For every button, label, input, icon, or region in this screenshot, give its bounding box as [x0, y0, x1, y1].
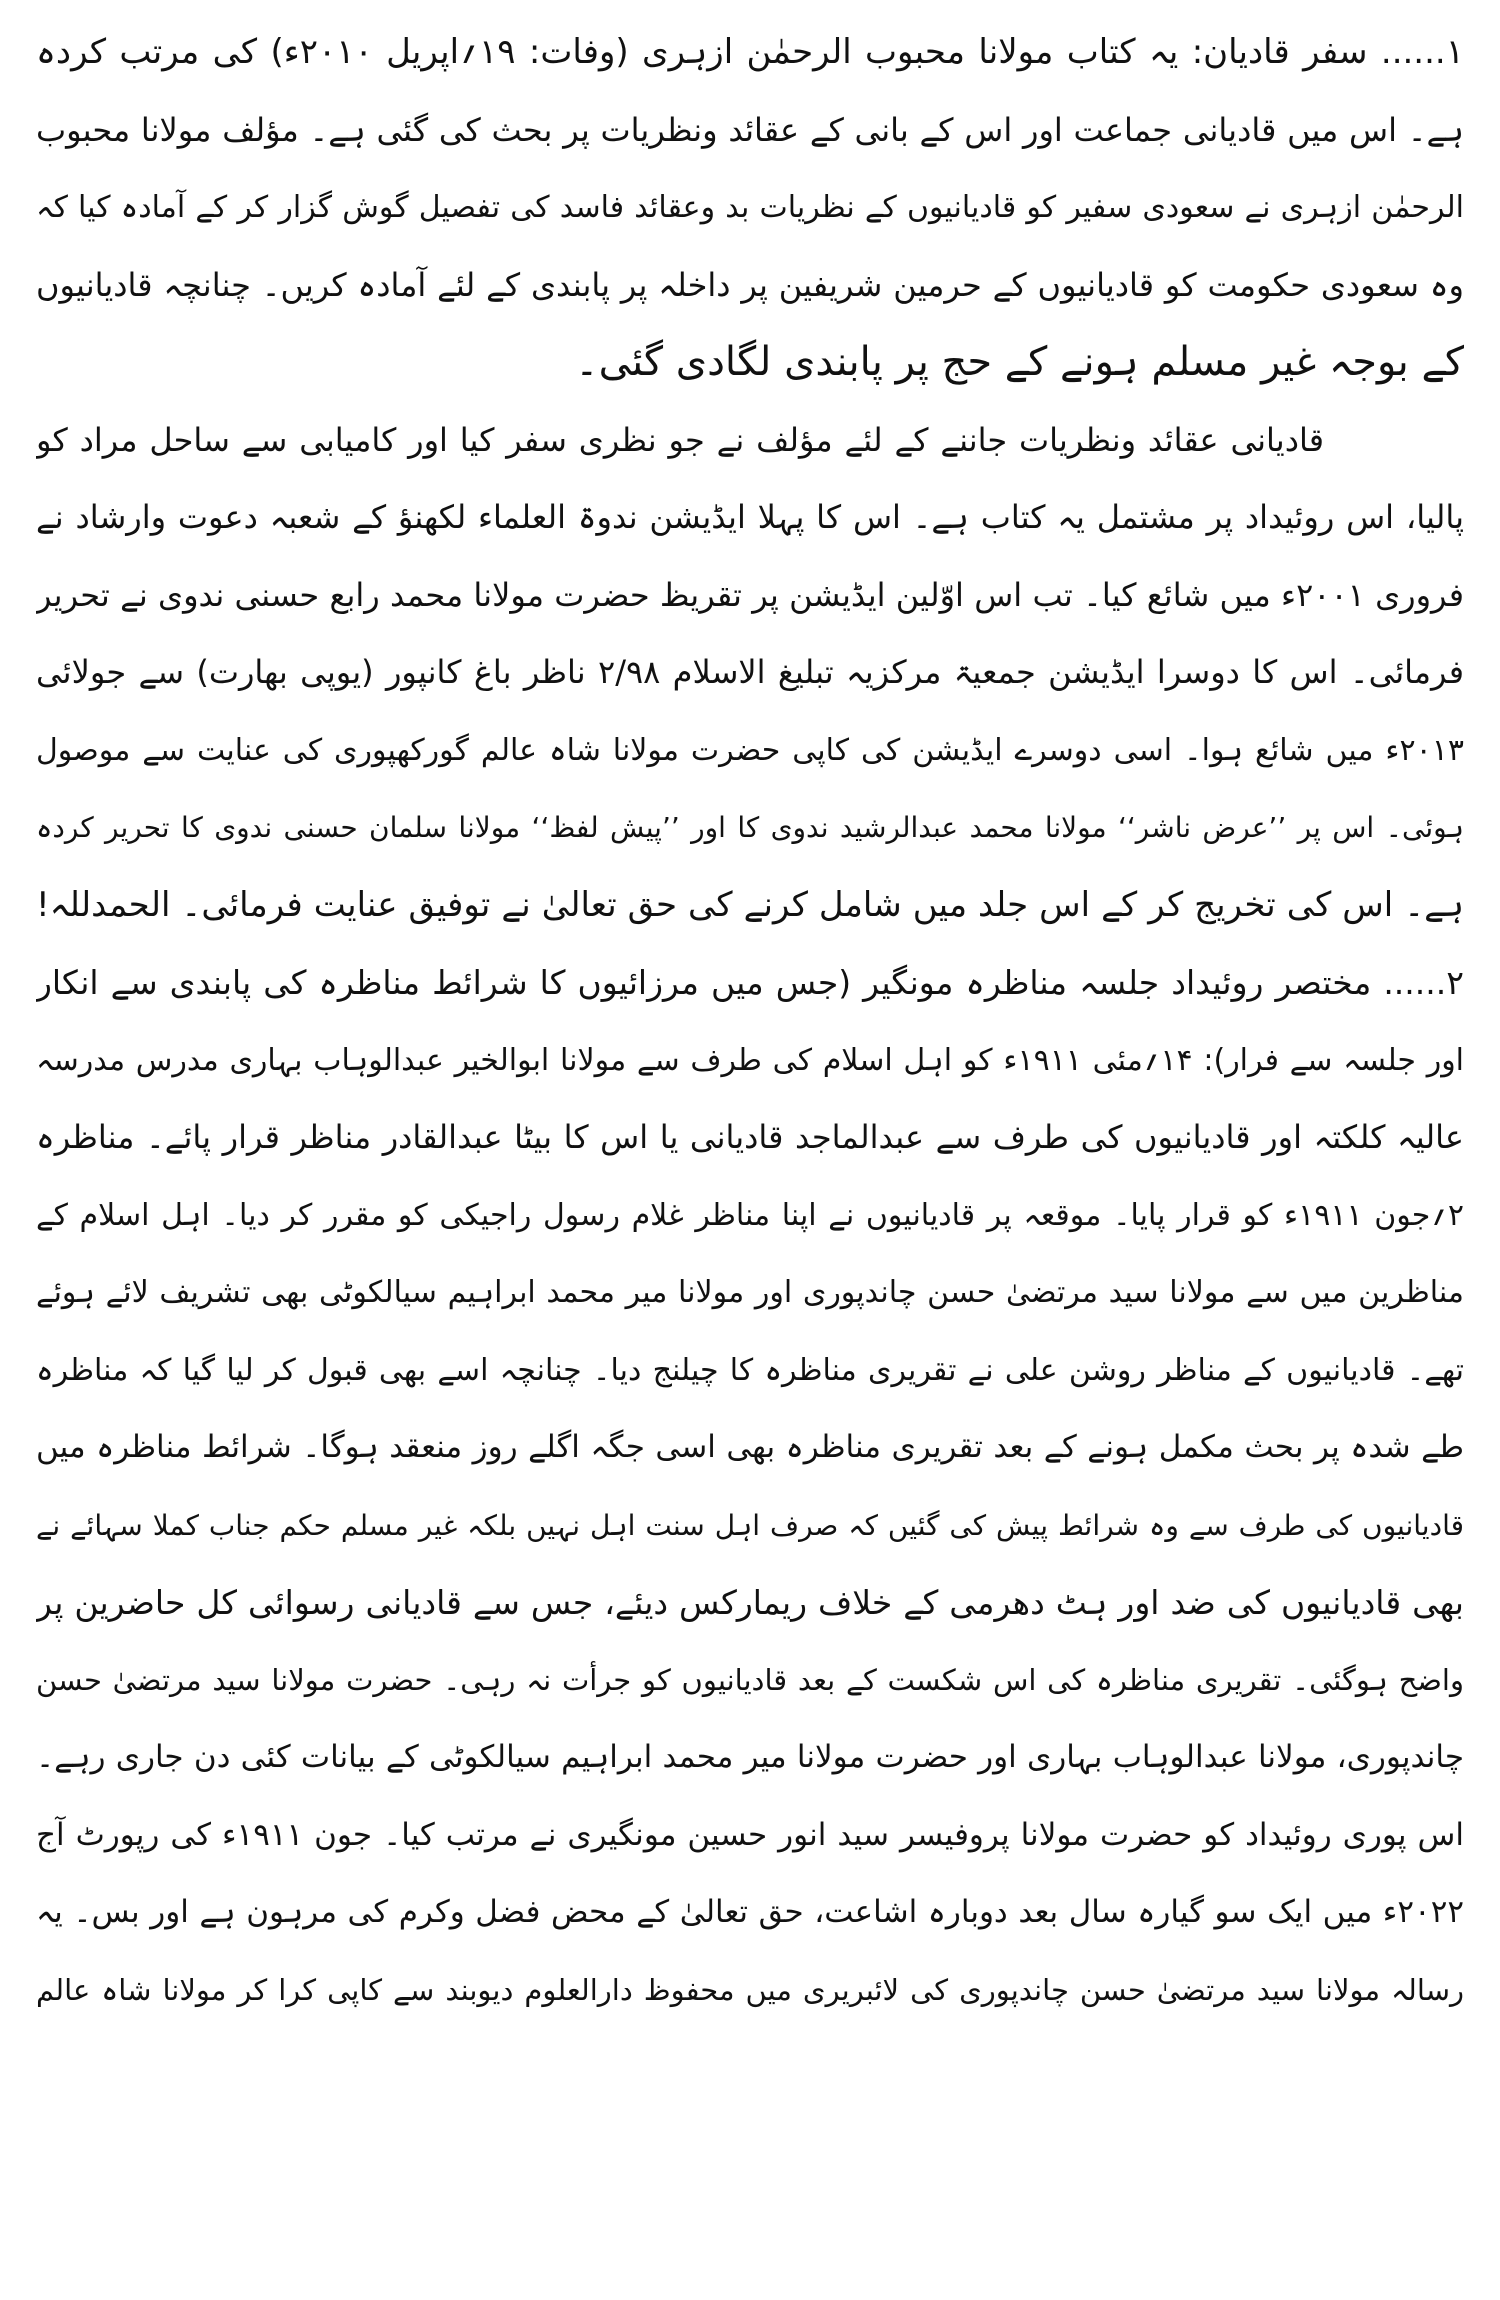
text-line: تھے۔ قادیانیوں کے مناظر روشن علی نے تقریری مناظرہ کا چیلنج دیا۔ چنانچہ اسے بھی قبول کر لیا گیا کہ مناظرہ	[36, 1352, 1464, 1388]
text-line: ہوئی۔ اس پر ’’عرض ناشر‘‘ مولانا محمد عبدالرشید ندوی کا اور ’’پیش لفظ‘‘ مولانا سلمان حسنی ندوی کا تحریر کردہ	[36, 811, 1464, 844]
text-line: ۲...... مختصر روئیداد جلسہ مناظرہ مونگیر (جس میں مرزائیوں کا شرائط مناظرہ کی پابندی سے انکار	[36, 963, 1464, 1002]
text-line: اس پوری روئیداد کو حضرت مولانا پروفیسر سید انور حسین مونگیری نے مرتب کیا۔ جون ۱۹۱۱ء کی رپورٹ آج	[36, 1816, 1464, 1853]
text-line: بھی قادیانیوں کی ضد اور ہٹ دھرمی کے خلاف ریمارکس دیئے، جس سے قادیانی رسوائی کل حاضرین پر	[36, 1583, 1464, 1622]
text-line: واضح ہوگئی۔ تقریری مناظرہ کی اس شکست کے بعد قادیانیوں کو جرأت نہ رہی۔ حضرت مولانا سید مرتضیٰ حسن	[36, 1662, 1464, 1697]
text-line: قادیانی عقائد ونظریات جاننے کے لئے مؤلف نے جو نظری سفر کیا اور کامیابی سے ساحل مراد کو	[36, 420, 1324, 459]
text-line: ۲۰۲۲ء میں ایک سو گیارہ سال بعد دوبارہ اشاعت، حق تعالیٰ کے محض فضل وکرم کی مرہون ہے اور بس۔ یہ	[36, 1894, 1464, 1930]
document-page	[36, 14, 1464, 2286]
text-line: فروری ۲۰۰۱ء میں شائع کیا۔ تب اس اوّلین ایڈیشن پر تقریظ حضرت مولانا محمد رابع حسنی ندوی نے تحریر	[36, 575, 1464, 614]
text-line: طے شدہ پر بحث مکمل ہونے کے بعد تقریری مناظرہ بھی اسی جگہ اگلے روز منعقد ہوگا۔ شرائط مناظرہ میں	[36, 1429, 1464, 1465]
text-line: مناظرین میں سے مولانا سید مرتضیٰ حسن چاندپوری اور مولانا میر محمد ابراہیم سیالکوٹی بھی تشریف لائے ہوئے	[36, 1275, 1464, 1310]
text-line: ۲؍جون ۱۹۱۱ء کو قرار پایا۔ موقعہ پر قادیانیوں نے اپنا مناظر غلام رسول راجیکی کو مقرر کر دیا۔ اہل اسلام کے	[36, 1197, 1464, 1233]
text-line: عالیہ کلکتہ اور قادیانیوں کی طرف سے عبدالماجد قادیانی یا اس کا بیٹا عبدالقادر مناظر قرار پائے۔ مناظرہ	[36, 1118, 1464, 1156]
text-line: کے بوجہ غیر مسلم ہونے کے حج پر پابندی لگادی گئی۔	[575, 339, 1464, 385]
text-line: اور جلسہ سے فرار): ۱۴؍مئی ۱۹۱۱ء کو اہل اسلام کی طرف سے مولانا ابوالخیر عبدالوہاب بہاری مدرس مدرسہ	[36, 1042, 1464, 1078]
text-line: فرمائی۔ اس کا دوسرا ایڈیشن جمعیۃ مرکزیہ تبلیغ الاسلام ۲/۹۸ ناظر باغ کانپور (یوپی بھارت) سے جولائی	[36, 653, 1464, 691]
text-line: وہ سعودی حکومت کو قادیانیوں کے حرمین شریفین پر داخلہ پر پابندی کے لئے آمادہ کریں۔ چنانچہ قادیانیوں	[36, 265, 1464, 304]
text-line: قادیانیوں کی طرف سے وہ شرائط پیش کی گئیں کہ صرف اہل سنت اہل نہیں بلکہ غیر مسلم حکم جناب کملا سہائے نے	[36, 1508, 1464, 1542]
text-line: رسالہ مولانا سید مرتضیٰ حسن چاندپوری کی لائبریری میں محفوظ دارالعلوم دیوبند سے کاپی کرا کر مولانا شاہ عالم	[36, 1972, 1464, 2007]
text-line: ہے۔ اس کی تخریج کر کے اس جلد میں شامل کرنے کی حق تعالیٰ نے توفیق عنایت فرمائی۔ الحمدللہ!	[36, 884, 1464, 925]
text-line: ۱...... سفر قادیان: یہ کتاب مولانا محبوب الرحمٰن ازہری (وفات: ۱۹؍اپریل ۲۰۱۰ء) کی مرتب کردہ	[36, 32, 1464, 72]
text-line: الرحمٰن ازہری نے سعودی سفیر کو قادیانیوں کے نظریات بد وعقائد فاسد کی تفصیل گوش گزار کر کے آمادہ کیا کہ	[36, 190, 1464, 225]
text-line: چاندپوری، مولانا عبدالوہاب بہاری اور حضرت مولانا میر محمد ابراہیم سیالکوٹی کے بیانات کئی دن جاری رہے۔	[36, 1739, 1464, 1775]
text-line: ۲۰۱۳ء میں شائع ہوا۔ اسی دوسرے ایڈیشن کی کاپی حضرت مولانا شاہ عالم گورکھپوری کی عنایت سے موصول	[36, 732, 1464, 768]
text-line: ہے۔ اس میں قادیانی جماعت اور اس کے بانی کے عقائد ونظریات پر بحث کی گئی ہے۔ مؤلف مولانا محبوب	[36, 110, 1464, 149]
text-line: پالیا، اس روئیداد پر مشتمل یہ کتاب ہے۔ اس کا پہلا ایڈیشن ندوۃ العلماء لکھنؤ کے شعبہ دعوت وارشاد نے	[36, 498, 1464, 536]
